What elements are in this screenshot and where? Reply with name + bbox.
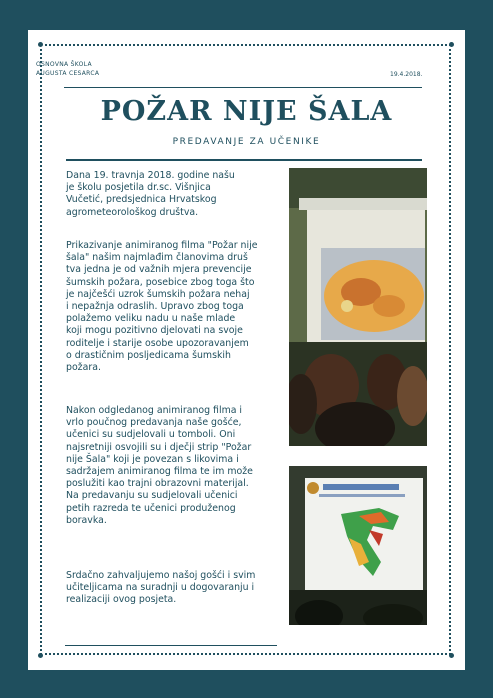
- paragraph-line: učiteljicama na suradnji u dogovaranju i: [66, 582, 255, 594]
- paragraph-line: požara.: [66, 361, 101, 373]
- paragraph-line: tva jedna je od važnih mjera prevencije: [66, 264, 252, 276]
- page-subtitle: PREDAVANJE ZA UČENIKE: [172, 137, 321, 147]
- date-label: 19.4.2018.: [390, 71, 423, 78]
- frame-corner-dot: [38, 42, 43, 47]
- paragraph-line: o drastičnim posljedicama šumskih: [66, 349, 231, 361]
- paragraph-line: roditelje i starije osobe upozoravanjem: [66, 337, 249, 349]
- paragraph-line: Vučetić, predsjednica Hrvatskog: [66, 194, 217, 206]
- paragraph-line: Dana 19. travnja 2018. godine našu: [66, 170, 235, 181]
- paragraph-line: Srdačno zahvaljujemo našoj gošći i svim: [66, 570, 256, 581]
- paragraph-line: šala" našim najmlađim članovima druš: [66, 252, 248, 264]
- paragraph-line: Na predavanju su sudjelovali učenici: [66, 490, 238, 502]
- paragraph-thanks: [66, 570, 278, 607]
- paragraph-line: i nepažnja odraslih. Upravo zbog toga: [66, 300, 244, 312]
- school-name-line: AUGUSTA CESARCA: [36, 70, 100, 77]
- school-name-line: OSNOVNA ŠKOLA: [36, 61, 92, 68]
- paragraph-line: šumskih požara, posebice zbog toga što: [66, 276, 255, 288]
- paragraph-line: Nakon odgledanog animiranog filma i: [66, 405, 243, 416]
- paragraph-line: je najčešći uzrok šumskih požara nehaj: [66, 288, 250, 300]
- paragraph-line: nije Šala" koji je povezan s likovima i: [66, 453, 239, 465]
- school-name: [36, 60, 99, 78]
- frame-corner-dot: [449, 653, 454, 658]
- photo-lecture-projection: [289, 168, 427, 446]
- paragraph-film: [66, 240, 278, 374]
- subtitle-divider: [66, 159, 422, 161]
- frame-corner-dot: [449, 42, 454, 47]
- paragraph-line: je školu posjetila dr.sc. Višnjica: [66, 182, 211, 194]
- paragraph-line: učenici su sudjelovali u tomboli. Oni: [66, 429, 236, 441]
- paragraph-line: koji mogu pozitivno djelovati na svoje: [66, 325, 243, 337]
- page-title: POŽAR NIJE ŠALA: [100, 96, 393, 127]
- paragraph-line: polažemo veliku nadu u naše mlade: [66, 313, 236, 325]
- paragraph-line: agrometeorološkog društva.: [66, 206, 199, 218]
- paragraph-line: sadržajem animiranog filma te im može: [66, 465, 253, 477]
- paragraph-line: boravka.: [66, 514, 107, 526]
- paragraph-intro: [66, 170, 278, 219]
- paragraph-line: Prikazivanje animiranog filma "Požar nije: [66, 240, 258, 251]
- paragraph-tombola: [66, 405, 278, 527]
- paragraph-line: najsretniji osvojili su i dječji strip "Požar: [66, 441, 252, 453]
- photo-croatia-map-slide: [289, 466, 427, 625]
- paragraph-line: vrlo poučnog predavanja naše gošće,: [66, 417, 242, 429]
- footer-divider: [65, 645, 277, 646]
- paragraph-line: petih razreda te učenici produženog: [66, 502, 236, 514]
- paragraph-line: poslužiti kao trajni obrazovni materijal.: [66, 478, 249, 490]
- paragraph-line: realizaciji ovog posjeta.: [66, 594, 177, 606]
- frame-corner-dot: [38, 653, 43, 658]
- header-divider: [64, 87, 422, 88]
